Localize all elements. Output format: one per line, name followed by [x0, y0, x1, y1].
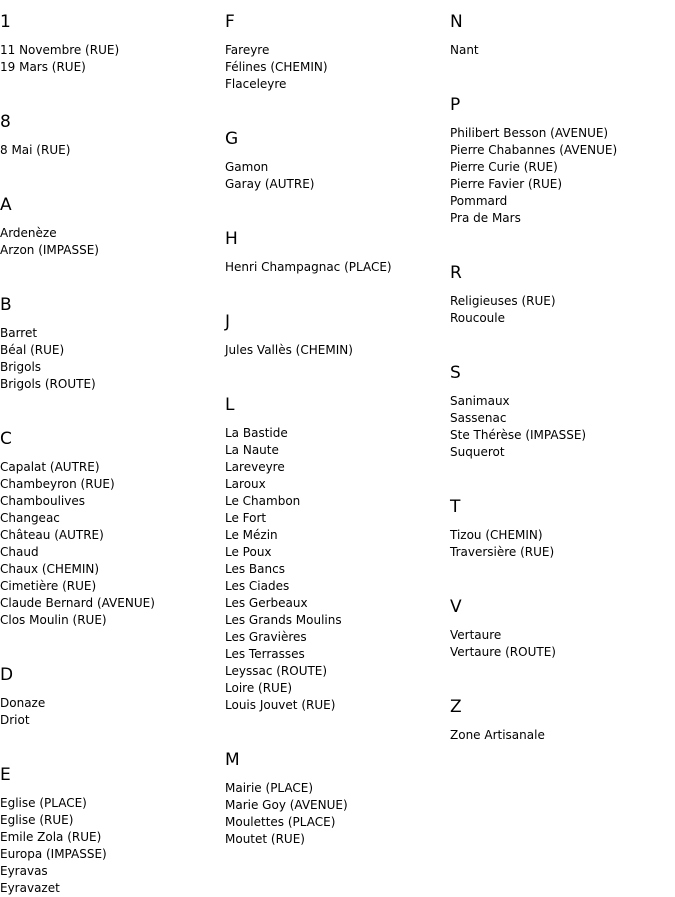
letter-section-m: [225, 750, 450, 848]
index-column-3: [450, 0, 675, 744]
street-link[interactable]: Tizou (CHEMIN): [450, 528, 543, 542]
letter-section-z: [450, 697, 675, 744]
street-link[interactable]: Flaceleyre: [225, 77, 287, 91]
street-link[interactable]: Capalat (AUTRE): [0, 460, 100, 474]
street-link[interactable]: Brigols (ROUTE): [0, 377, 96, 391]
street-link[interactable]: Gamon: [225, 160, 269, 174]
street-link[interactable]: Donaze: [0, 696, 46, 710]
street-link[interactable]: 11 Novembre (RUE): [0, 43, 120, 57]
letter-section-j: [225, 312, 450, 383]
street-link[interactable]: Les Grands Moulins: [225, 613, 342, 627]
street-link[interactable]: 8 Mai (RUE): [0, 143, 71, 157]
letter-section-r: [450, 263, 675, 351]
section-letter-heading: Z: [450, 697, 462, 717]
street-link[interactable]: Philibert Besson (AVENUE): [450, 126, 609, 140]
street-link[interactable]: Zone Artisanale: [450, 728, 545, 742]
section-letter-heading: H: [225, 229, 238, 249]
street-link[interactable]: Le Chambon: [225, 494, 301, 508]
street-link[interactable]: Félines (CHEMIN): [225, 60, 328, 74]
section-letter-heading: F: [225, 12, 235, 32]
street-link[interactable]: Claude Bernard (AVENUE): [0, 596, 155, 610]
street-link[interactable]: Europa (IMPASSE): [0, 847, 107, 861]
letter-section-l: [225, 395, 450, 738]
section-letter-heading: N: [450, 12, 463, 32]
letter-section-f: [225, 12, 450, 117]
section-spacer: [450, 59, 675, 83]
street-link[interactable]: Barret: [0, 326, 38, 340]
letter-section-n: [450, 12, 675, 83]
section-spacer: [450, 561, 675, 585]
section-spacer: [225, 714, 450, 738]
street-link[interactable]: Religieuses (RUE): [450, 294, 556, 308]
street-link[interactable]: Pierre Favier (RUE): [450, 177, 563, 191]
street-link[interactable]: Loire (RUE): [225, 681, 293, 695]
street-link[interactable]: Marie Goy (AVENUE): [225, 798, 348, 812]
street-link[interactable]: Ste Thérèse (IMPASSE): [450, 428, 587, 442]
street-link[interactable]: Vertaure: [450, 628, 502, 642]
street-link[interactable]: Clos Moulin (RUE): [0, 613, 107, 627]
section-spacer: [225, 359, 450, 383]
section-spacer: [0, 393, 225, 417]
street-link[interactable]: Béal (RUE): [0, 343, 65, 357]
section-letter-heading: G: [225, 129, 239, 149]
section-spacer: [450, 461, 675, 485]
section-spacer: [450, 227, 675, 251]
section-spacer: [225, 193, 450, 217]
street-link[interactable]: Les Gerbeaux: [225, 596, 308, 610]
letter-section-t: [450, 497, 675, 585]
street-link[interactable]: Louis Jouvet (RUE): [225, 698, 336, 712]
street-link[interactable]: Mairie (PLACE): [225, 781, 314, 795]
street-link[interactable]: Cimetière (RUE): [0, 579, 97, 593]
letter-section-a: [0, 195, 225, 283]
letter-section-h: [225, 229, 450, 300]
street-link[interactable]: Garay (AUTRE): [225, 177, 315, 191]
section-letter-heading: J: [225, 312, 231, 332]
section-spacer: [450, 661, 675, 685]
street-link[interactable]: Château (AUTRE): [0, 528, 104, 542]
section-letter-heading: R: [450, 263, 462, 283]
letter-section-e: [0, 765, 225, 897]
street-link[interactable]: Laroux: [225, 477, 266, 491]
street-link[interactable]: Les Bancs: [225, 562, 285, 576]
letter-section-d: [0, 665, 225, 753]
section-letter-heading: E: [0, 765, 11, 785]
street-link[interactable]: La Naute: [225, 443, 279, 457]
street-link[interactable]: Moulettes (PLACE): [225, 815, 336, 829]
street-link[interactable]: Les Gravières: [225, 630, 307, 644]
street-link[interactable]: La Bastide: [225, 426, 288, 440]
section-letter-heading: T: [450, 497, 461, 517]
street-link[interactable]: Eyravas: [0, 864, 48, 878]
section-letter-heading: M: [225, 750, 240, 770]
street-link[interactable]: Les Ciades: [225, 579, 290, 593]
street-link[interactable]: 19 Mars (RUE): [0, 60, 86, 74]
street-link[interactable]: Leyssac (ROUTE): [225, 664, 328, 678]
street-link[interactable]: Suquerot: [450, 445, 505, 459]
street-link[interactable]: Pra de Mars: [450, 211, 521, 225]
letter-section-p: [450, 95, 675, 251]
section-letter-heading: P: [450, 95, 461, 115]
street-link[interactable]: Chambeyron (RUE): [0, 477, 115, 491]
section-letter-heading: B: [0, 295, 12, 315]
street-link[interactable]: Sassenac: [450, 411, 507, 425]
section-spacer: [0, 76, 225, 100]
street-link[interactable]: Chamboulives: [0, 494, 85, 508]
street-link[interactable]: Eglise (RUE): [0, 813, 74, 827]
letter-section-g: [225, 129, 450, 217]
street-link[interactable]: Jules Vallès (CHEMIN): [225, 343, 353, 357]
section-spacer: [0, 629, 225, 653]
section-spacer: [225, 276, 450, 300]
street-link[interactable]: Chaud: [0, 545, 39, 559]
section-letter-heading: C: [0, 429, 12, 449]
street-link[interactable]: Traversière (RUE): [450, 545, 555, 559]
street-link[interactable]: Le Fort: [225, 511, 267, 525]
section-spacer: [0, 259, 225, 283]
street-link[interactable]: Brigols: [0, 360, 42, 374]
section-spacer: [0, 159, 225, 183]
section-letter-heading: V: [450, 597, 462, 617]
street-link[interactable]: Driot: [0, 713, 30, 727]
street-link[interactable]: Pierre Chabannes (AVENUE): [450, 143, 618, 157]
index-column-2: [225, 0, 450, 848]
letter-section-1: [0, 12, 225, 100]
section-letter-heading: 1: [0, 12, 11, 32]
street-link[interactable]: Le Poux: [225, 545, 272, 559]
street-link[interactable]: Nant: [450, 43, 479, 57]
letter-section-c: [0, 429, 225, 653]
street-link[interactable]: Ardenèze: [0, 226, 57, 240]
section-letter-heading: A: [0, 195, 12, 215]
section-letter-heading: 8: [0, 112, 11, 132]
street-link[interactable]: Roucoule: [450, 311, 506, 325]
section-spacer: [225, 93, 450, 117]
letter-section-v: [450, 597, 675, 685]
section-spacer: [0, 729, 225, 753]
section-letter-heading: L: [225, 395, 235, 415]
street-link[interactable]: Emile Zola (RUE): [0, 830, 102, 844]
street-link[interactable]: Eglise (PLACE): [0, 796, 87, 810]
street-link[interactable]: Les Terrasses: [225, 647, 305, 661]
street-link[interactable]: Sanimaux: [450, 394, 510, 408]
street-link[interactable]: Pommard: [450, 194, 508, 208]
street-link[interactable]: Chaux (CHEMIN): [0, 562, 100, 576]
street-link[interactable]: Le Mézin: [225, 528, 278, 542]
letter-section-8: [0, 112, 225, 183]
street-link[interactable]: Arzon (IMPASSE): [0, 243, 99, 257]
letter-section-s: [450, 363, 675, 485]
street-link[interactable]: Henri Champagnac (PLACE): [225, 260, 392, 274]
section-spacer: [450, 327, 675, 351]
section-letter-heading: D: [0, 665, 14, 685]
street-link[interactable]: Vertaure (ROUTE): [450, 645, 556, 659]
street-link[interactable]: Fareyre: [225, 43, 270, 57]
letter-section-b: [0, 295, 225, 417]
street-link[interactable]: Lareveyre: [225, 460, 285, 474]
street-link[interactable]: Eyravazet: [0, 881, 60, 895]
street-link[interactable]: Pierre Curie (RUE): [450, 160, 558, 174]
street-link[interactable]: Moutet (RUE): [225, 832, 305, 846]
street-link[interactable]: Changeac: [0, 511, 60, 525]
section-letter-heading: S: [450, 363, 461, 383]
index-column-1: [0, 0, 225, 897]
